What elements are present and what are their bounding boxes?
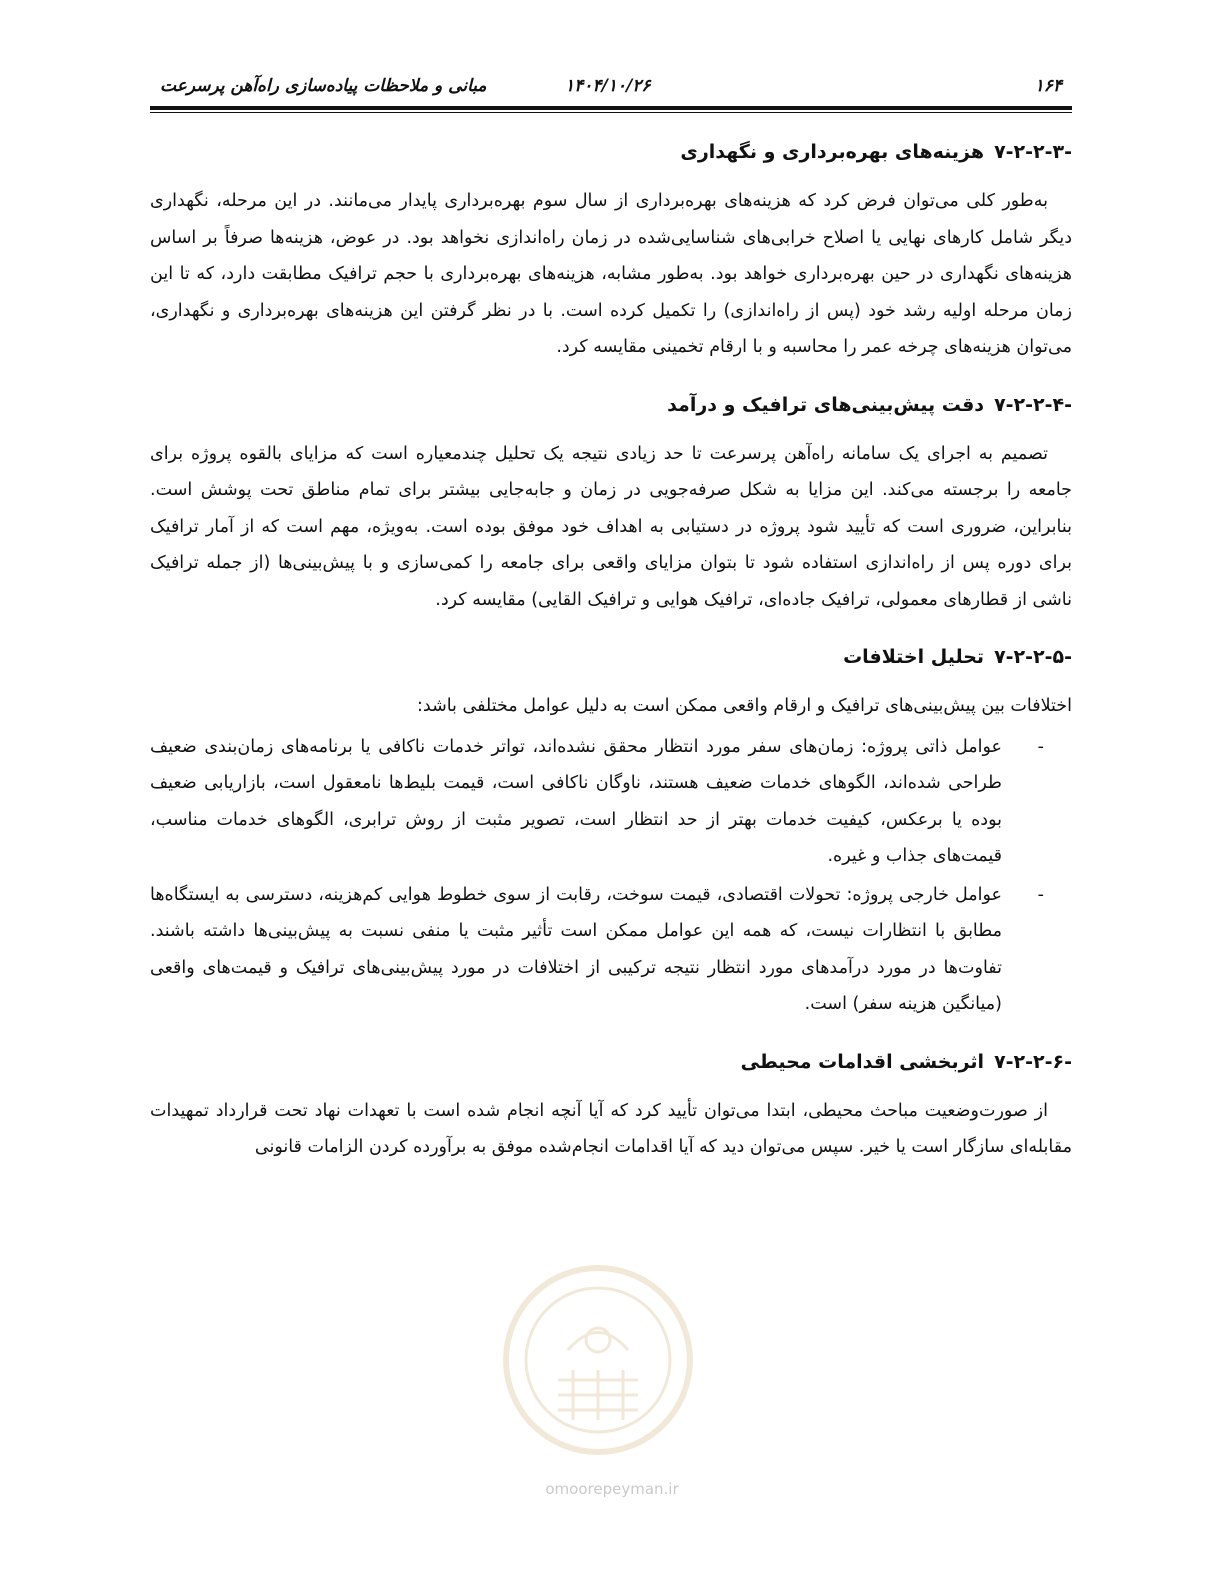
header-rule-thick	[150, 106, 1072, 110]
bullet-dash: -	[1037, 736, 1044, 757]
list-item	[150, 729, 1044, 875]
header-rule-thin	[150, 112, 1072, 113]
bullet-list	[150, 729, 1072, 1023]
section-heading	[150, 640, 1072, 674]
page-number: ۱۶۴	[1034, 76, 1062, 96]
running-header	[150, 70, 1072, 104]
section-heading	[150, 1045, 1072, 1079]
header-title: مبانی و ملاحظات پیاده‌سازی راه‌آهن پرسرعت	[160, 76, 487, 96]
section-heading	[150, 135, 1072, 169]
section-title: تحلیل اختلافات	[843, 646, 985, 668]
list-item-text: عوامل خارجی پروژه: تحولات اقتصادی، قیمت سوخت، رقابت از سوی خطوط هوایی کم‌هزینه، دسترسی به ایستگاه‌ها مطابق با انتظارات نیست، که همه این عوامل ممکن است تأثیر مثبت یا منفی نسبت به پیش‌بینی‌ها داشته باشند. تفاوت‌ها در مورد درآمدهای مورد انتظار نتیجه ترکیبی از اختلافات در مورد پیش‌بینی‌های ترافیک و قیمت‌های واقعی (میانگین هزینه سفر) است.	[150, 884, 1002, 1014]
bullet-dash: -	[1037, 884, 1044, 905]
section-paragraph: به‌طور کلی می‌توان فرض کرد که هزینه‌های بهره‌برداری از سال سوم بهره‌برداری پایدار می‌مانند. در این مرحله، نگهداری دیگر شامل کارهای نهایی یا اصلاح خرابی‌های شناسایی‌شده در زمان راه‌اندازی نخواهد بود. در عوض، هزینه‌ها صرفاً بر اساس هزینه‌های نگهداری در حین بهره‌برداری خواهد بود. به‌طور مشابه، هزینه‌های بهره‌برداری با حجم ترافیک مطابقت دارد، که تا این زمان مرحله اولیه رشد خود (پس از راه‌اندازی) را تکمیل کرده است. با در نظر گرفتن این هزینه‌های بهره‌برداری و نگهداری، می‌توان هزینه‌های چرخه عمر را محاسبه و با ارقام تخمینی مقایسه کرد.	[150, 191, 1072, 357]
header-date: ۱۴۰۴/۱۰/۲۶	[565, 76, 651, 96]
section-number: ۷-۲-۲-۶-	[994, 1050, 1072, 1073]
section-number: ۷-۲-۲-۳-	[994, 141, 1072, 163]
section-paragraph: از صورت‌وضعیت مباحث محیطی، ابتدا می‌توان تأیید کرد که آیا آنچه انجام شده است با تعهدات نهاد تحت قرارداد تمهیدات مقابله‌ای سازگار است یا خیر. سپس می‌توان دید که آیا اقدامات انجام‌شده موفق به برآورده کردن الزامات قانونی	[150, 1100, 1072, 1157]
section-paragraph: تصمیم به اجرای یک سامانه راه‌آهن پرسرعت تا حد زیادی نتیجه یک تحلیل چندمعیاره است که مزایای بالقوه پروژه برای جامعه را برجسته می‌کند. این مزایا به شکل صرفه‌جویی در زمان و جابه‌جایی بیشتر برای تمام مناطق تحت پوشش است. بنابراین، ضروری است که تأیید شود پروژه در دستیابی به اهداف خود موفق بوده است. به‌ویژه، مهم است که از آمار ترافیک برای دوره پس از راه‌اندازی استفاده شود تا بتوان مزایای واقعی برای جامعه را کمی‌سازی و با پیش‌بینی‌ها (از جمله ترافیک ناشی از قطارهای معمولی، ترافیک جاده‌ای، ترافیک هوایی و ترافیک القایی) مقایسه کرد.	[150, 443, 1072, 610]
section-title: دقت پیش‌بینی‌های ترافیک و درآمد	[667, 393, 985, 416]
section-intro: اختلافات بین پیش‌بینی‌های ترافیک و ارقام واقعی ممکن است به دلیل عوامل مختلفی باشد:	[416, 696, 1072, 716]
list-item-text: عوامل ذاتی پروژه: زمان‌های سفر مورد انتظار محقق نشده‌اند، تواتر خدمات ناکافی یا برنامه‌های زمان‌بندی ضعیف طراحی شده‌اند، الگوهای خدمات ضعیف هستند، ناوگان ناکافی است، قیمت بلیط‌ها نامعقول است، بازاریابی ضعیف بوده یا برعکس، کیفیت خدمات بهتر از حد انتظار است، تصویر مثبت از روش ترابری، الگوهای خدمات مناسب، قیمت‌های جذاب و غیره.	[150, 736, 1002, 866]
section-number: ۷-۲-۲-۴-	[994, 393, 1072, 416]
section-heading	[150, 388, 1072, 422]
section-number: ۷-۲-۲-۵-	[994, 646, 1072, 668]
section-title: هزینه‌های بهره‌برداری و نگهداری	[680, 141, 985, 163]
page-content	[150, 135, 1072, 1166]
publisher-seal-watermark	[498, 1260, 698, 1460]
watermark-url: omoorepeyman.ir	[545, 1480, 679, 1498]
document-page	[150, 70, 1072, 1188]
section-title: اثربخشی اقدامات محیطی	[740, 1050, 985, 1073]
list-item	[150, 877, 1044, 1023]
